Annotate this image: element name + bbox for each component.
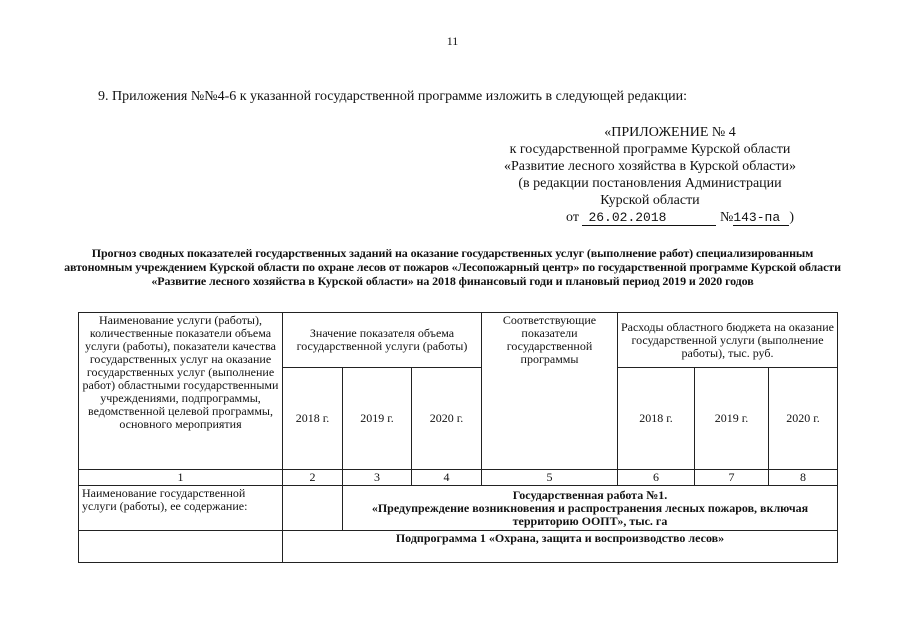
page-number: 11 [446,34,459,48]
appendix-title: «ПРИЛОЖЕНИЕ № 4 [604,125,736,140]
closing-paren: ) [789,210,794,225]
intro-paragraph: 9. Приложения №№4-6 к указанной государственной программе изложить в следующей редакции: [98,89,687,104]
column-index-3: 3 [343,470,412,486]
header-budget-year-2018: 2018 г. [618,368,695,470]
header-service-name: Наименование услуги (работы), количественные показатели объема услуги (работы), показатели качества государственных услуг на оказание государственных услуг (выполнение работ) областными государственными учреждениями, подпрограммы, ведомственной целевой программы, основного мероприятия [79,313,283,470]
table-row [79,531,838,563]
appendix-block [470,124,830,226]
header-volume-year-2019: 2019 г. [343,368,412,470]
subprogram-cell: Подпрограмма 1 «Охрана, защита и воспроизводство лесов» [283,531,838,563]
resolution-date: 26.02.2018 [582,211,716,226]
column-index-7: 7 [695,470,769,486]
header-volume-year-2020: 2020 г. [412,368,482,470]
table-heading: Прогноз сводных показателей государственных заданий на оказание государственных услуг (выполнение работ) специализированным автономным учреждением Курской области по охране лесов от пожаров «Лесопожарный центр» по государственной программе Курской области «Развитие лесного хозяйства в Курской области» на 2018 финансовый годи и плановый период 2019 и 2020 годов [64,246,841,288]
table-row [79,486,838,531]
column-index-row [79,470,838,486]
header-budget-year-2020: 2020 г. [769,368,838,470]
header-volume-year-2018: 2018 г. [283,368,343,470]
service-title: Государственная работа №1. [512,487,668,502]
appendix-line-3: (в редакции постановления Администрации [518,176,782,191]
header-budget-expenses: Расходы областного бюджета на оказание государственной услуги (выполнение работы), тыс. руб. [618,313,838,368]
column-index-1: 1 [79,470,283,486]
column-index-4: 4 [412,470,482,486]
date-prefix: от [566,210,579,225]
appendix-line-4: Курской области [600,193,700,208]
empty-cell [283,486,343,531]
service-content-cell [343,486,838,531]
service-description: «Предупреждение возникновения и распространения лесных пожаров, включая территорию ООПТ», тыс. га [371,500,809,528]
indicators-table [78,312,838,563]
resolution-number: 143-па [733,211,789,226]
header-program-indicators: Соответствующие показатели государственной программы [482,313,618,470]
column-index-6: 6 [618,470,695,486]
header-volume-indicator: Значение показателя объема государственной услуги (работы) [283,313,482,368]
appendix-line-2: «Развитие лесного хозяйства в Курской области» [504,159,796,174]
column-index-5: 5 [482,470,618,486]
header-budget-year-2019: 2019 г. [695,368,769,470]
appendix-line-1: к государственной программе Курской области [509,142,791,157]
appendix-date-line [470,209,830,226]
column-index-2: 2 [283,470,343,486]
service-label-cell: Наименование государственной услуги (работы), ее содержание: [79,486,283,531]
number-prefix: № [719,210,734,225]
column-index-8: 8 [769,470,838,486]
empty-cell [79,531,283,563]
